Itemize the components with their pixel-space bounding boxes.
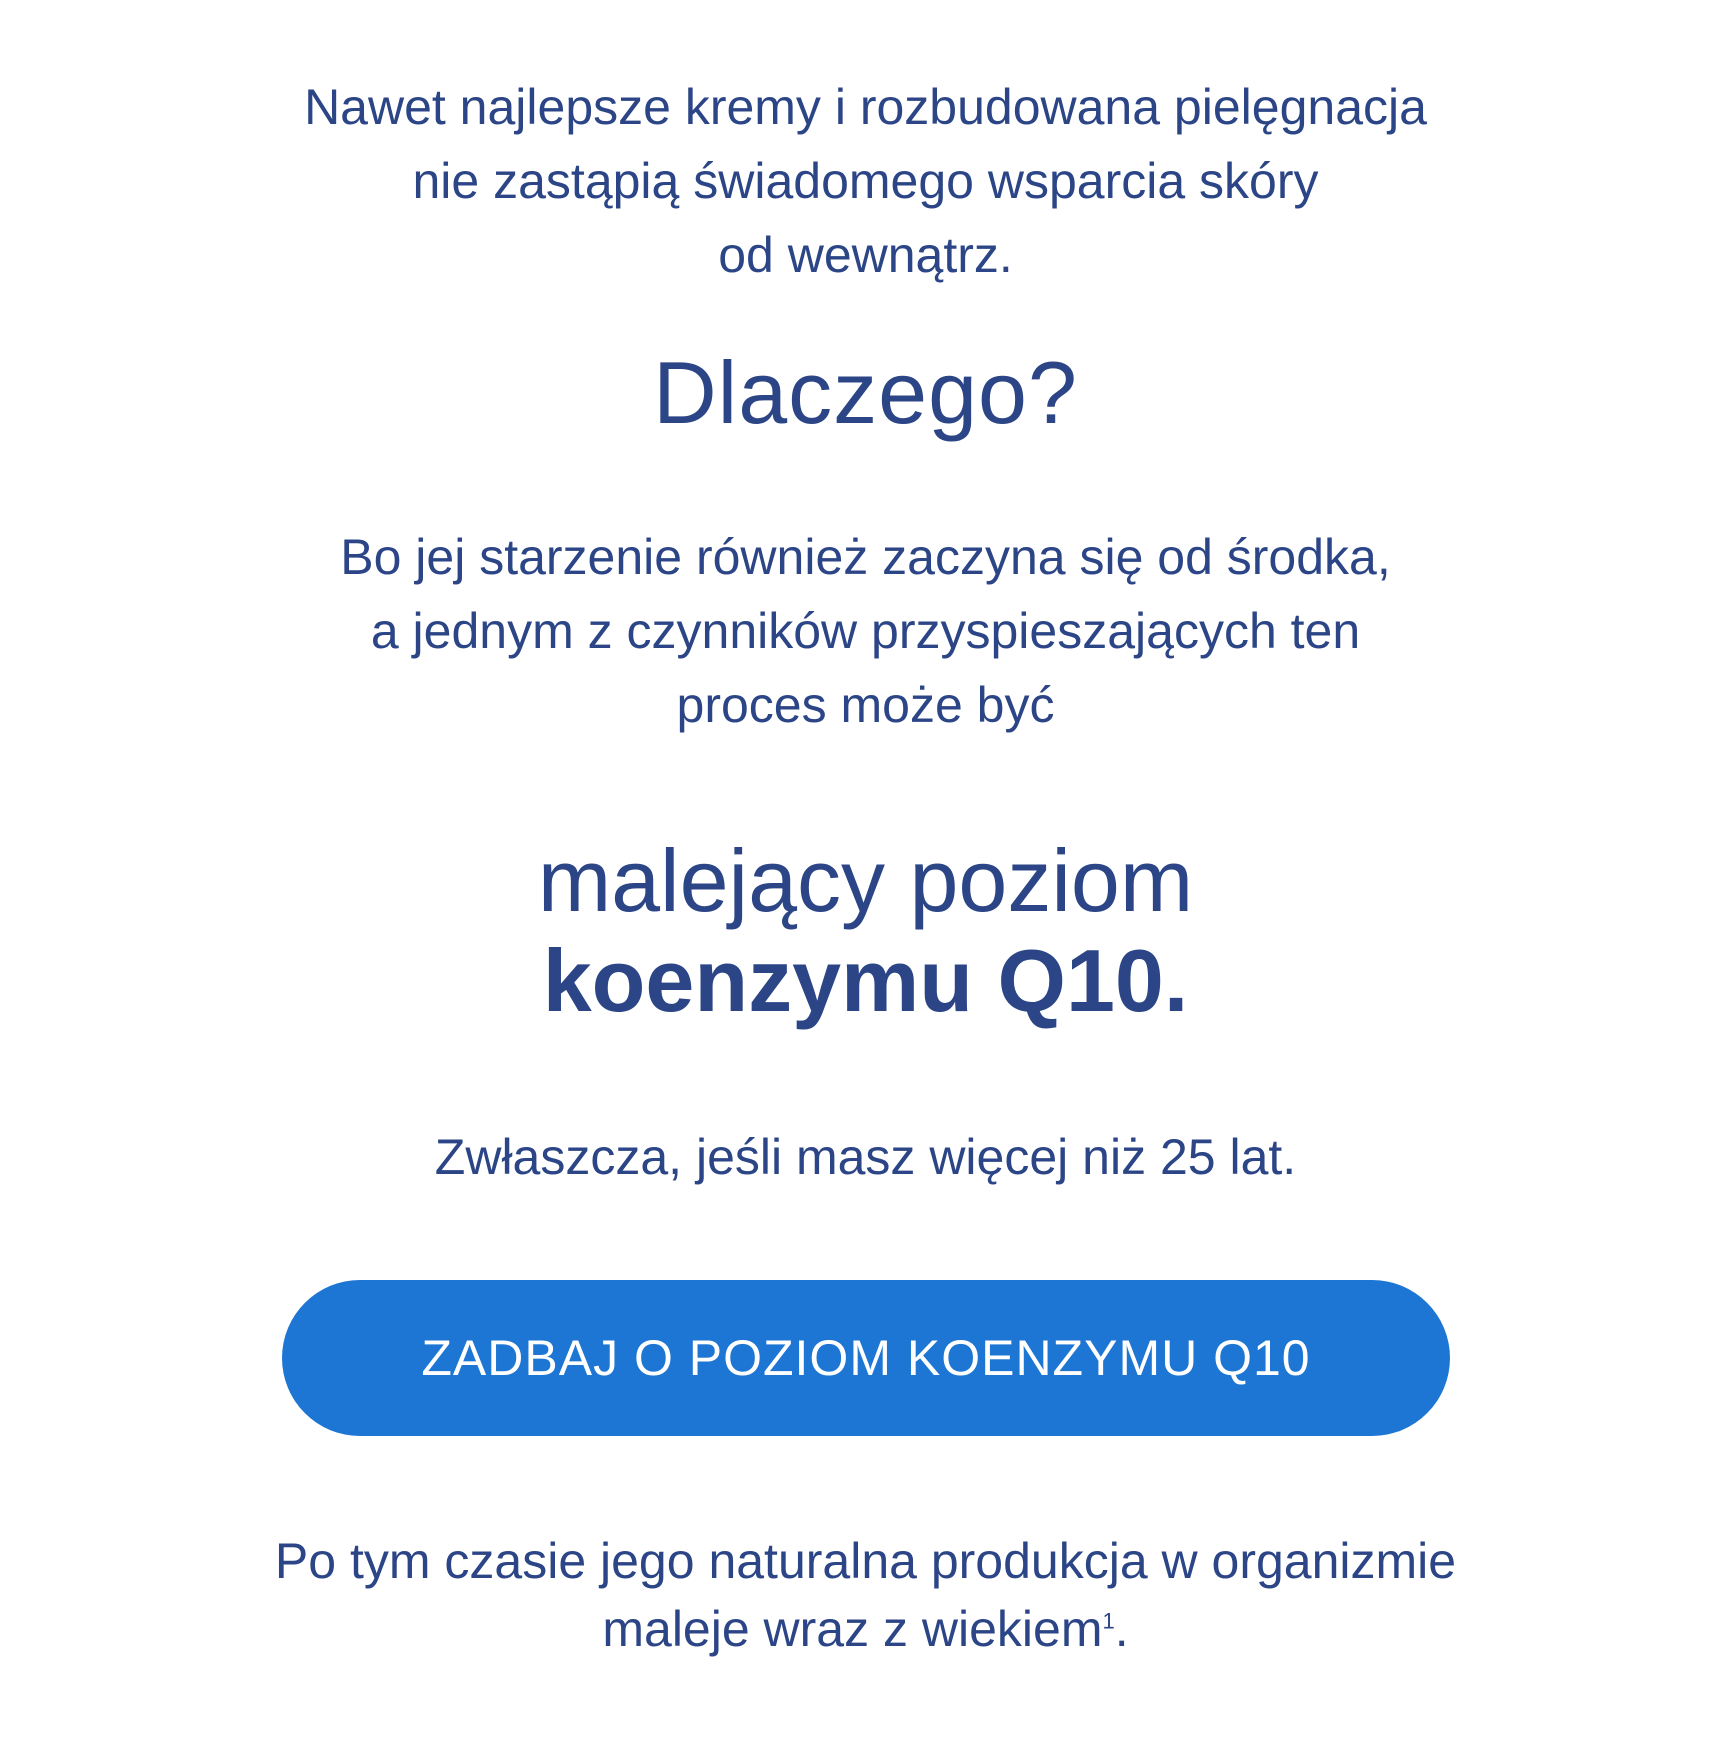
explanation-line: a jednym z czynników przyspieszających ten: [370, 603, 1361, 659]
highlight-emphasis: koenzymu Q10.: [542, 931, 1189, 1030]
highlight-line: malejący poziom: [537, 831, 1194, 930]
cta-label: ZADBAJ O POZIOM KOENZYMU Q10: [421, 1330, 1311, 1386]
age-note: Zwłaszcza, jeśli masz więcej niż 25 lat.: [434, 1129, 1297, 1185]
intro-line: od wewnątrz.: [718, 227, 1013, 283]
footer-line-text: maleje wraz z wiekiem: [602, 1601, 1103, 1657]
intro-line: nie zastąpią świadomego wsparcia skóry: [412, 153, 1319, 209]
footnote-marker: 1: [1102, 1608, 1115, 1634]
footer-line: Po tym czasie jego naturalna produkcja w organizmie: [274, 1533, 1457, 1589]
footer-line: [0, 1600, 1731, 1658]
intro-line: Nawet najlepsze kremy i rozbudowana pielęgnacja: [304, 79, 1427, 135]
explanation-line: Bo jej starzenie również zaczyna się od środka,: [340, 529, 1391, 585]
explanation-line: proces może być: [676, 677, 1055, 733]
cta-button[interactable]: [282, 1280, 1450, 1436]
section-heading: Dlaczego?: [653, 343, 1078, 442]
footer-line-end: .: [1114, 1601, 1129, 1657]
